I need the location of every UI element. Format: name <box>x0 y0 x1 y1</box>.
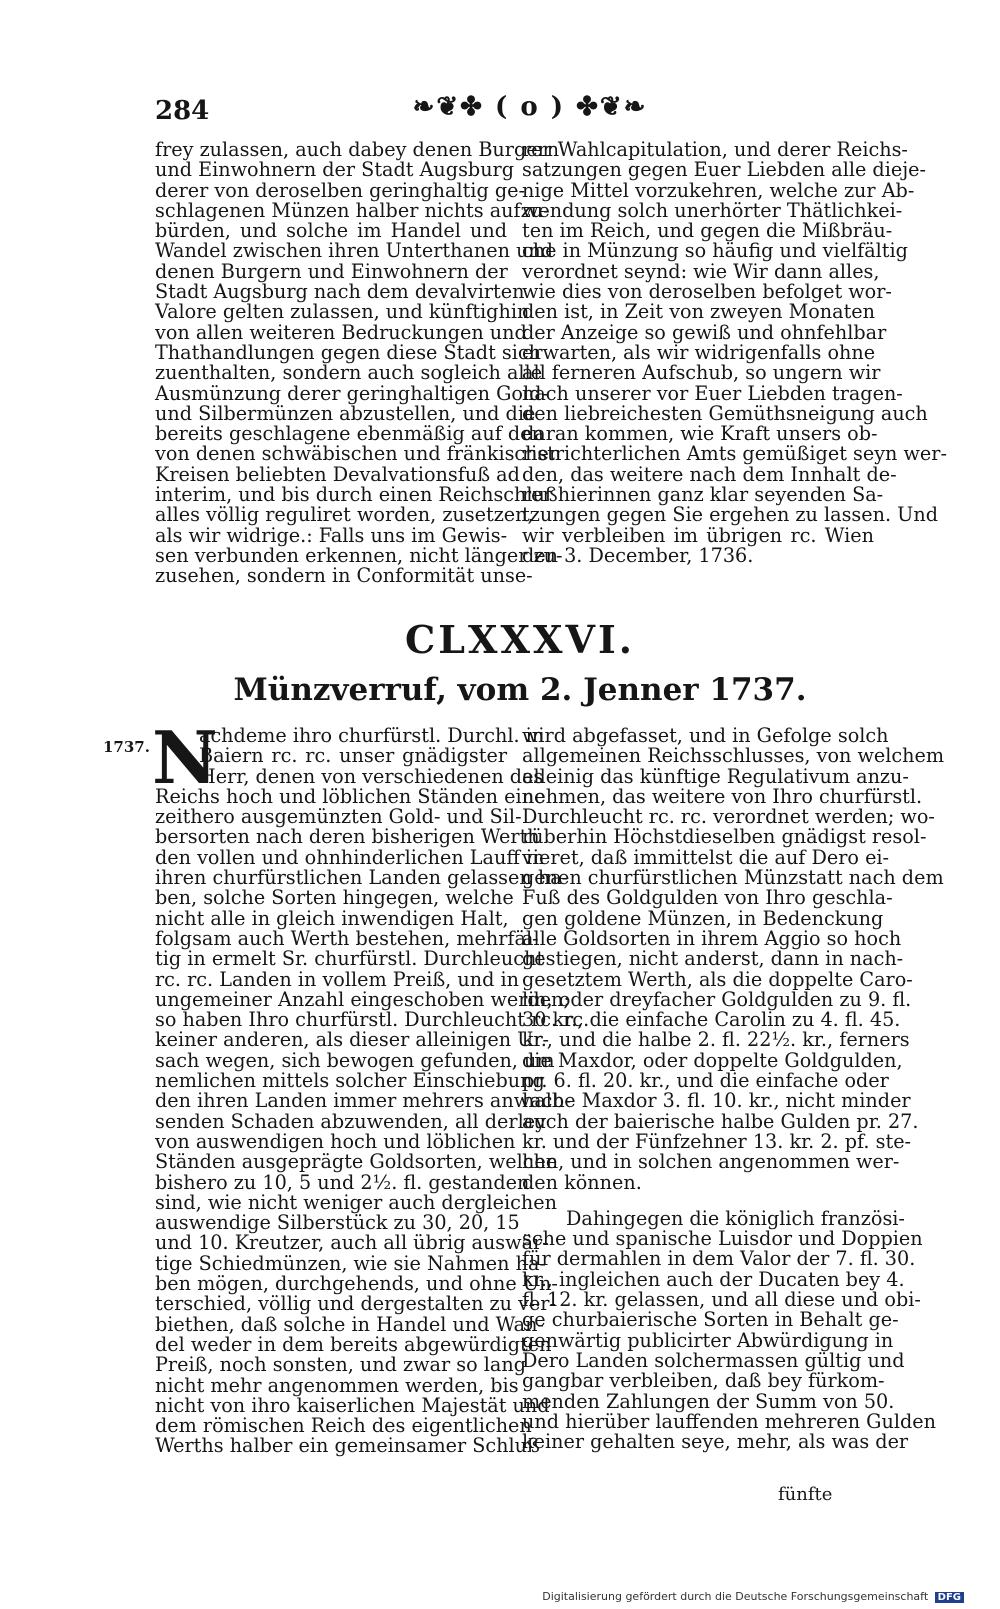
text-line: achdeme ihro churfürstl. Durchl. in <box>199 724 545 747</box>
text-line: für dermahlen in dem Valor der 7. fl. 30. <box>522 1247 916 1271</box>
text-line: Kreisen beliebten Devalvationsfuß ad <box>155 462 520 486</box>
section-number: CLXXXVI. <box>405 617 635 662</box>
text-line: den liebreichesten Gemüthsneigung auch <box>522 401 928 425</box>
text-line: tig in ermelt Sr. churfürstl. Durchleucht <box>155 947 545 971</box>
text-line: wird abgefasset, und in Gefolge solch <box>522 724 889 747</box>
top-left-column <box>155 138 563 588</box>
text-line: hen, und in solchen angenommen wer- <box>522 1150 900 1174</box>
text-line: zuenthalten, sondern auch sogleich alle <box>155 361 543 385</box>
text-line: schlagenen Münzen halber nichts aufzu- <box>155 198 550 222</box>
text-line: rer Wahlcapitulation, und derer Reichs- <box>522 138 908 161</box>
text-line: erwarten, als wir widrigenfalls ohne <box>522 340 876 364</box>
text-line: ben mögen, durchgehends, und ohne Un- <box>155 1272 558 1296</box>
text-line: derer von deroselben geringhaltig ge- <box>155 178 525 202</box>
text-line: halbe Maxdor 3. fl. 10. kr., nicht minder <box>522 1089 911 1113</box>
text-line: zusehen, sondern in Conformität unse- <box>155 564 533 588</box>
credit-text: Digitalisierung gefördert durch die Deutsche Forschungsgemeinschaft <box>542 1590 929 1603</box>
text-line: dem römischen Reich des eigentlichen <box>155 1414 532 1438</box>
text-line: ge churbaierische Sorten in Behalt ge- <box>522 1308 899 1332</box>
text-line: ihren churfürstlichen Landen gelassen ha- <box>155 866 569 890</box>
text-line: denen Burgern und Einwohnern der <box>155 259 508 283</box>
text-line: vieret, daß immittelst die auf Dero ei- <box>522 845 890 869</box>
text-line: bereits geschlagene ebenmäßig auf den <box>155 422 544 446</box>
text-line: lin, oder dreyfacher Goldgulden zu 9. fl. <box>522 987 912 1011</box>
text-line: von allen weiteren Bedruckungen und <box>155 320 527 344</box>
text-line: Stadt Augsburg nach dem devalvirten <box>155 280 525 304</box>
text-line: Valore gelten zulassen, und künftighin <box>155 300 530 324</box>
text-line: keiner gehalten seye, mehr, als was der <box>522 1430 909 1454</box>
text-line: del weder in dem bereits abgewürdigten <box>155 1332 552 1356</box>
page-header <box>155 92 885 132</box>
text-line: gangbar verbleiben, daß bey fürkom- <box>522 1369 885 1393</box>
text-line: Fuß des Goldgulden von Ihro geschla- <box>522 886 893 910</box>
text-line: tige Schiedmünzen, wie sie Nahmen ha- <box>155 1251 546 1275</box>
bottom-right-column <box>522 724 945 1454</box>
text-line: als wir widrige.: Falls uns im Gewis- <box>155 523 508 547</box>
text-line: auch der baierische halbe Gulden pr. 27. <box>522 1109 919 1133</box>
text-line: alles völlig reguliret worden, zusetzen, <box>155 503 534 527</box>
text-line: und 10. Kreutzer, auch all übrig auswär- <box>155 1231 549 1255</box>
text-line: den, das weitere nach dem Innhalt de- <box>522 462 897 486</box>
text-line: tzungen gegen Sie ergehen zu lassen. Und <box>522 503 938 527</box>
text-line: wendung solch unerhörter Thätlichkei- <box>522 198 903 222</box>
catchword: fünfte <box>778 1484 833 1505</box>
text-line: den 3. December, 1736. <box>522 543 754 567</box>
text-line: senden Schaden abzuwenden, all derley <box>155 1109 546 1133</box>
text-line: so haben Ihro churfürstl. Durchleucht rc. rc. <box>155 1008 590 1032</box>
text-line: keiner anderen, als dieser alleinigen Ur- <box>155 1028 550 1052</box>
text-line: Durchleucht rc. rc. verordnet werden; wo- <box>522 805 935 829</box>
text-line: kr., und die halbe 2. fl. 22½. kr., ferners <box>522 1028 910 1052</box>
text-line: sind, wie nicht weniger auch dergleichen <box>155 1190 557 1214</box>
text-line: gesetztem Werth, als die doppelte Caro- <box>522 967 913 991</box>
text-line: nehmen, das weitere von Ihro churfürstl. <box>522 784 923 808</box>
text-line: der Anzeige so gewiß und ohnfehlbar <box>522 320 887 344</box>
text-line: genwärtig publicirter Abwürdigung in <box>522 1328 894 1352</box>
text-line: rer hierinnen ganz klar seyenden Sa- <box>522 483 884 507</box>
text-line: ristrichterlichen Amts gemüßiget seyn wer- <box>522 442 947 466</box>
text-line: folgsam auch Werth bestehen, mehrfäl- <box>155 926 539 950</box>
text-line: fl. 12. kr. gelassen, und all diese und obi- <box>522 1288 921 1312</box>
text-line: nach unserer vor Euer Liebden tragen- <box>522 381 903 405</box>
text-line: und Silbermünzen abzustellen, und die <box>155 401 536 425</box>
text-line: von auswendigen hoch und löblichen <box>155 1129 516 1153</box>
text-line: alle Goldsorten in ihrem Aggio so hoch <box>522 926 902 950</box>
digitization-credit <box>542 1590 964 1603</box>
text-line: rc. rc. Landen in vollem Preiß, und in <box>155 967 519 991</box>
text-line: bersorten nach deren bisherigen Werth <box>155 825 540 849</box>
text-line: Baiern rc. rc. unser gnädigster <box>199 744 507 768</box>
text-line: Werths halber ein gemeinsamer Schluß <box>155 1434 540 1458</box>
text-line: daran kommen, wie Kraft unsers ob- <box>522 422 878 446</box>
text-line: bürden, und solche im Handel und <box>155 219 507 243</box>
text-line: sen verbunden erkennen, nicht länger zu- <box>155 543 563 567</box>
text-line: auswendige Silberstück zu 30, 20, 15 <box>155 1211 520 1235</box>
text-line: nicht von ihro kaiserlichen Majestät und <box>155 1393 550 1417</box>
text-line: Ausmünzung derer geringhaltigen Gold- <box>155 381 548 405</box>
text-line: kr., ingleichen auch der Ducaten bey 4. <box>522 1267 905 1291</box>
text-line: Wandel zwischen ihren Unterthanen und <box>155 239 554 263</box>
text-line: che in Münzung so häufig und vielfältig <box>522 239 908 263</box>
text-line: allgemeinen Reichsschlusses, von welchem <box>522 744 945 768</box>
text-line: kr. und der Fünfzehner 13. kr. 2. pf. ste- <box>522 1129 912 1153</box>
text-line: biethen, daß solche in Handel und Wan- <box>155 1312 544 1336</box>
text-line: sche und spanische Luisdor und Doppien <box>522 1227 923 1251</box>
text-line: ten im Reich, und gegen die Mißbräu- <box>522 219 893 243</box>
top-right-column <box>522 138 947 567</box>
text-line: menden Zahlungen der Summ von 50. <box>522 1389 895 1413</box>
text-line: und hierüber lauffenden mehreren Gulden <box>522 1409 936 1433</box>
text-line: gen goldene Münzen, in Bedenckung <box>522 906 884 930</box>
text-line: frey zulassen, auch dabey denen Burgern <box>155 138 560 161</box>
header-ornament: ❧❦✤ ( o ) ✤❦❧ <box>412 92 648 122</box>
text-line: Herr, denen von verschiedenen des <box>199 764 544 788</box>
section-title: Münzverruf, vom 2. Jenner 1737. <box>233 672 807 708</box>
section-heading <box>155 618 885 712</box>
text-line: Reichs hoch und löblichen Ständen eine <box>155 784 546 808</box>
text-line: interim, und bis durch einen Reichschluß <box>155 483 558 507</box>
text-line: Dahingegen die königlich französi- <box>566 1206 905 1230</box>
text-line: gestiegen, nicht anderst, dann in nach- <box>522 947 904 971</box>
text-line: von denen schwäbischen und fränkischen <box>155 442 562 466</box>
text-line: ungemeiner Anzahl eingeschoben werden; <box>155 987 570 1011</box>
text-line: rüberhin Höchstdieselben gnädigst resol- <box>522 825 927 849</box>
dfg-logo: DFG <box>935 1592 964 1603</box>
text-line: wie dies von deroselben befolget wor- <box>522 280 892 304</box>
text-line: ben, solche Sorten hingegen, welche <box>155 886 514 910</box>
text-line: zeithero ausgemünzten Gold- und Sil- <box>155 805 522 829</box>
text-line: den ist, in Zeit von zweyen Monaten <box>522 300 876 324</box>
text-line: nicht alle in gleich inwendigen Halt, <box>155 906 509 930</box>
text-line: pr. 6. fl. 20. kr., und die einfache oder <box>522 1069 889 1093</box>
text-line: Thathandlungen gegen diese Stadt sich <box>155 340 541 364</box>
text-line: wir verbleiben im übrigen rc. Wien <box>522 523 874 547</box>
text-line: alleinig das künftige Regulativum anzu- <box>522 764 909 788</box>
text-line: terschied, völlig und dergestalten zu ver- <box>155 1292 556 1316</box>
text-line: 30 kr., die einfache Carolin zu 4. fl. 45. <box>522 1008 901 1032</box>
text-line: all ferneren Aufschub, so ungern wir <box>522 361 881 385</box>
text-line: die Maxdor, oder doppelte Goldgulden, <box>522 1048 903 1072</box>
text-line: nicht mehr angenommen werden, bis <box>155 1373 519 1397</box>
text-line: den können. <box>522 1170 642 1194</box>
text-line: Ständen ausgeprägte Goldsorten, welche <box>155 1150 558 1174</box>
marginal-year: 1737. <box>103 738 150 756</box>
page-number: 284 <box>155 96 210 126</box>
text-line: den vollen und ohnhinderlichen Lauff in <box>155 845 545 869</box>
text-line: genen churfürstlichen Münzstatt nach dem <box>522 866 944 890</box>
text-line: nemlichen mittels solcher Einschiebung <box>155 1069 545 1093</box>
text-line: verordnet seynd: wie Wir dann alles, <box>522 259 880 283</box>
text-line: satzungen gegen Euer Liebden alle dieje- <box>522 158 926 182</box>
text-line: und Einwohnern der Stadt Augsburg <box>155 158 515 182</box>
drop-initial: N <box>152 715 218 800</box>
text-line: bishero zu 10, 5 und 2½. fl. gestanden <box>155 1170 530 1194</box>
text-line: Dero Landen solchermassen gültig und <box>522 1348 905 1372</box>
text-line: Preiß, noch sonsten, und zwar so lang <box>155 1353 526 1377</box>
text-line: nige Mittel vorzukehren, welche zur Ab- <box>522 178 915 202</box>
text-line: den ihren Landen immer mehrers anwach- <box>155 1089 572 1113</box>
text-line: sach wegen, sich bewogen gefunden, um <box>155 1048 555 1072</box>
